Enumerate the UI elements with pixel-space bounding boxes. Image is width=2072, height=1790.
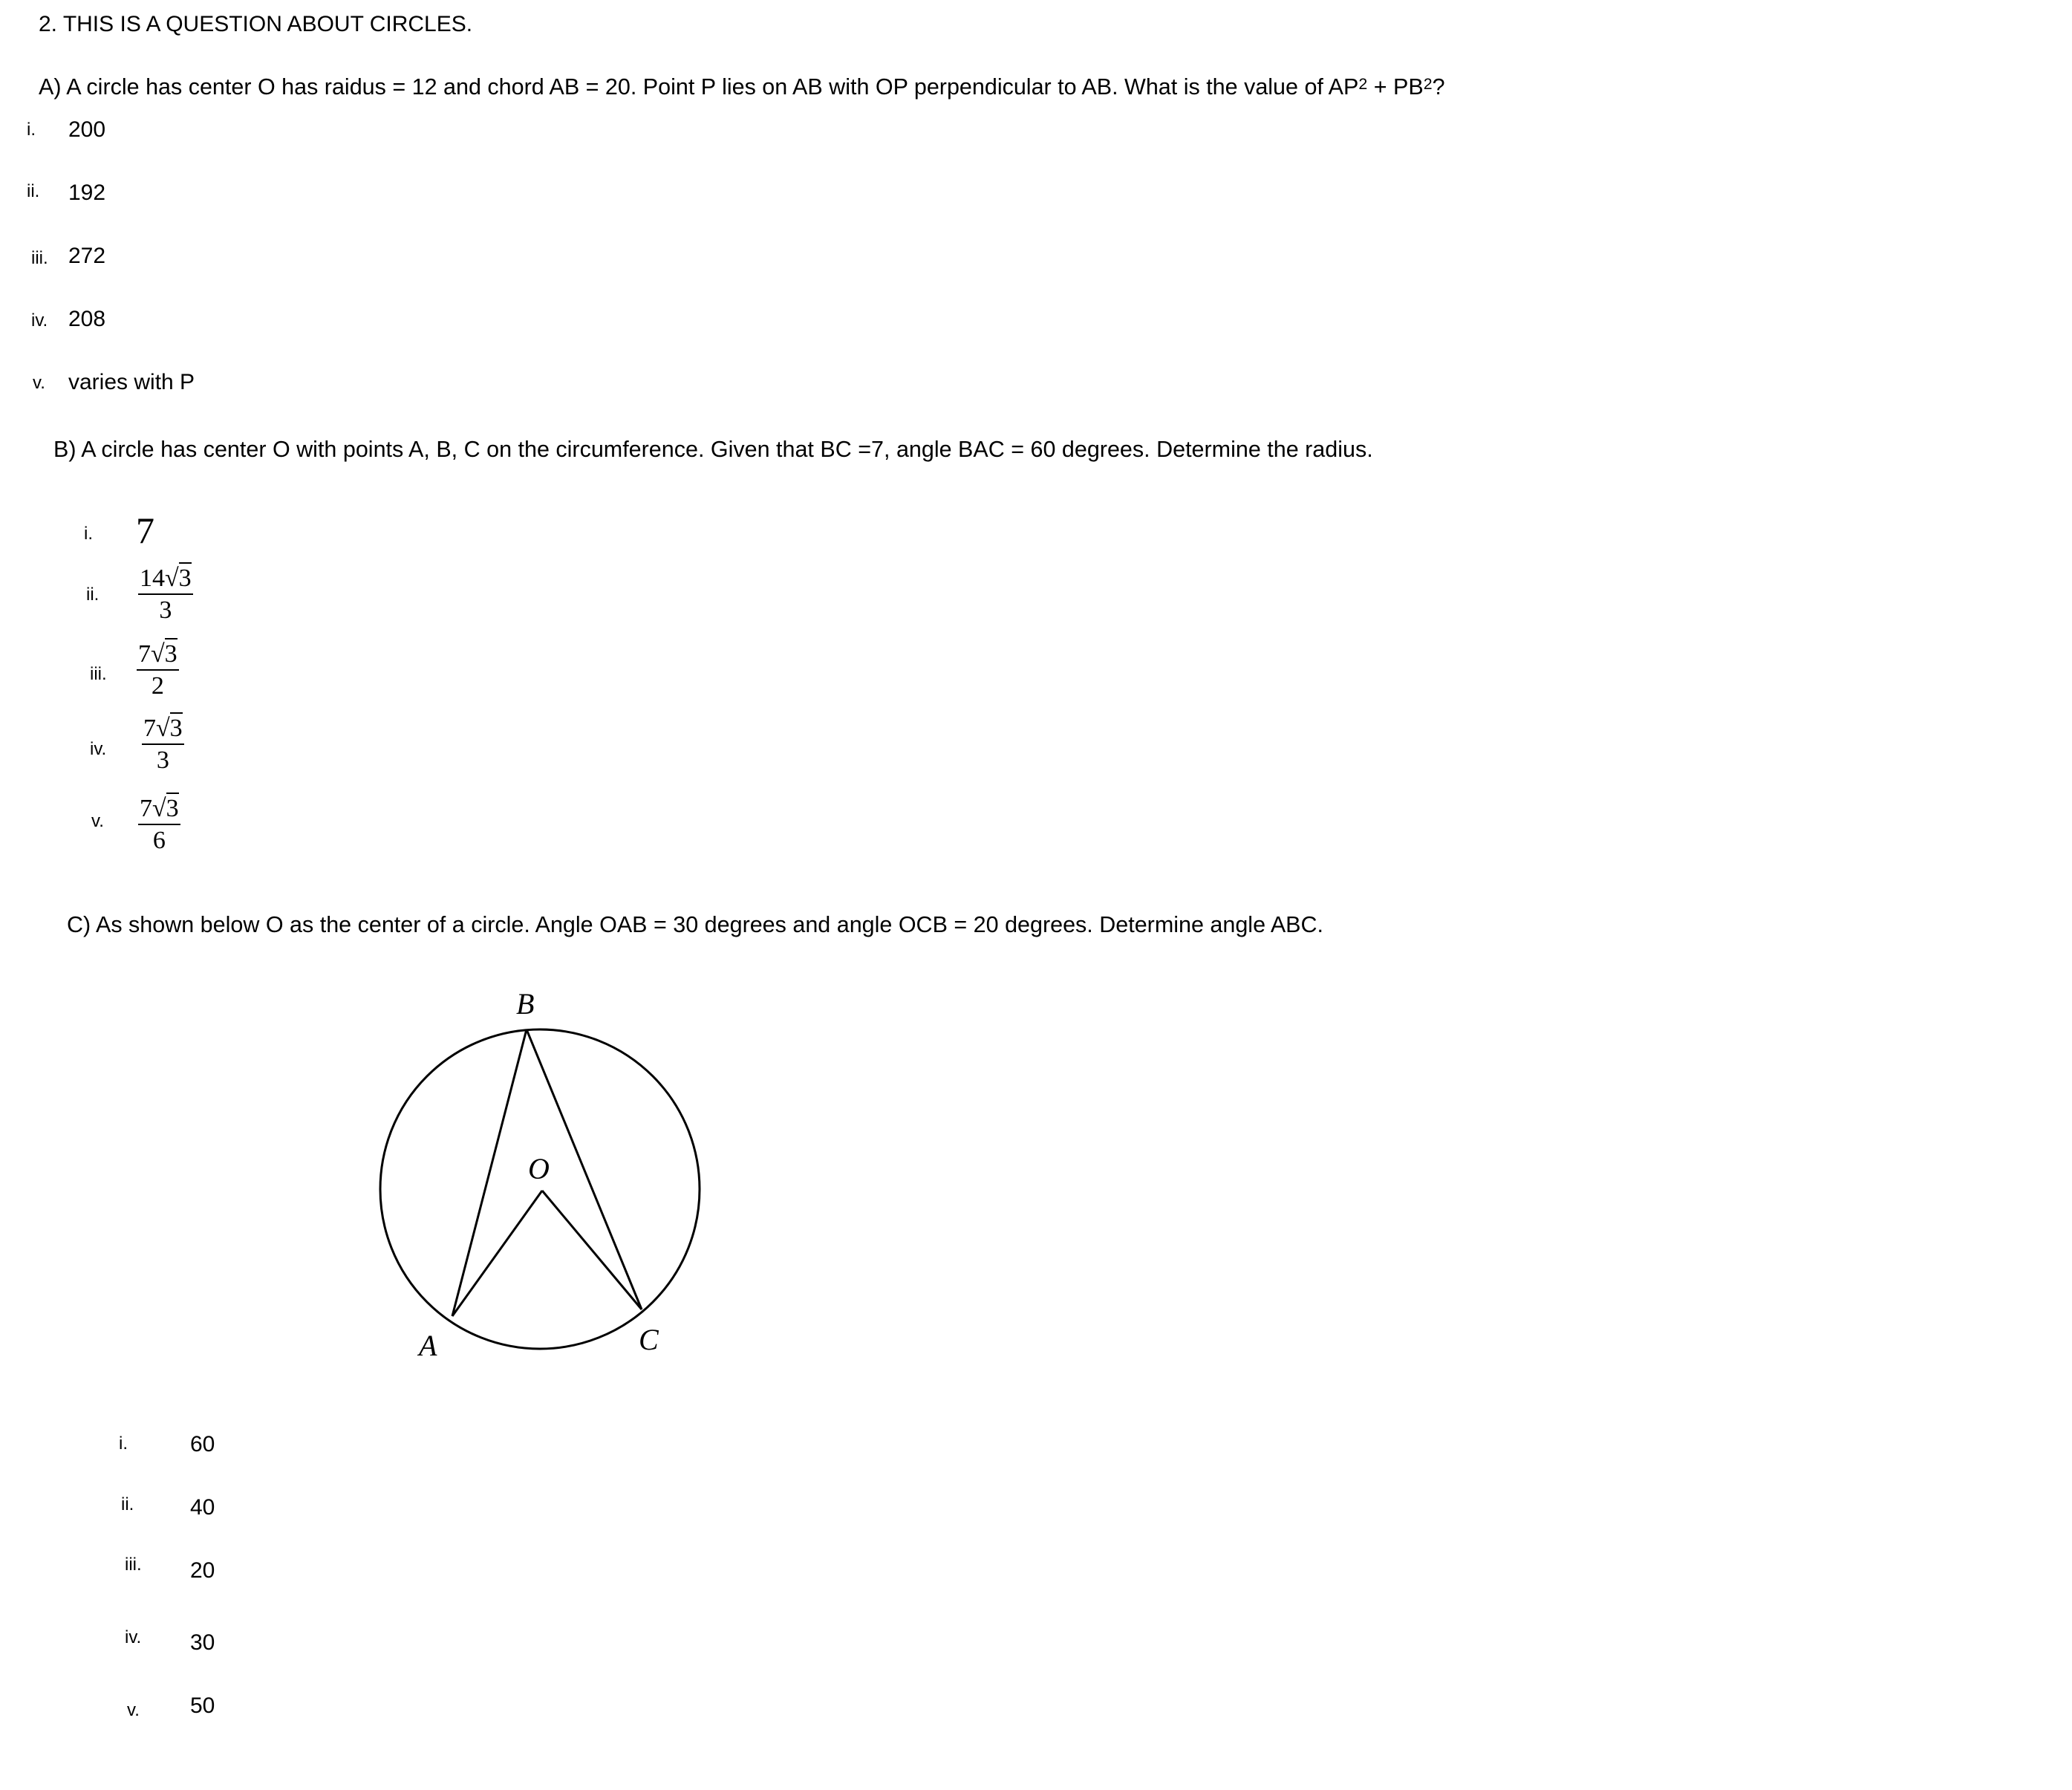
fraction-coefficient: 14 (140, 564, 165, 592)
part-c-option-5-value[interactable]: 50 (190, 1693, 215, 1718)
part-a-question-suffix: ? (1432, 74, 1445, 100)
point-label-a: A (419, 1329, 437, 1362)
part-b-option-2-numeral: ii. (86, 585, 100, 605)
fraction-coefficient: 7 (138, 640, 151, 668)
square-root (165, 566, 192, 591)
part-a-option-1-value[interactable]: 200 (68, 117, 106, 142)
square-root (152, 796, 179, 821)
radical-sign-icon: √ (152, 795, 166, 822)
part-b-option-5-fraction[interactable] (138, 796, 180, 853)
part-a-question (39, 76, 1445, 99)
segment-oc (542, 1191, 642, 1309)
part-c-option-1-value[interactable]: 60 (190, 1432, 215, 1457)
part-a-option-5-value[interactable]: varies with P (68, 370, 195, 394)
circle-diagram (356, 980, 728, 1367)
part-c-option-5-numeral: v. (127, 1700, 140, 1720)
part-c-option-3-numeral: iii. (125, 1555, 142, 1575)
part-b-option-1-numeral: i. (84, 524, 93, 544)
part-a-option-2-value[interactable]: 192 (68, 180, 106, 205)
part-b-question: B) A circle has center O with points A, B, C on the circumference. Given that BC =7, angle BAC = 60 degrees. Determine the radius. (53, 437, 1373, 462)
part-c-option-3-value[interactable]: 20 (190, 1558, 215, 1583)
point-label-c: C (639, 1323, 659, 1356)
fraction-numerator (138, 796, 180, 825)
square-root (156, 716, 183, 741)
part-b-option-1-value[interactable]: 7 (136, 510, 154, 551)
part-b-option-3-fraction[interactable] (137, 642, 179, 699)
fraction-denominator: 3 (156, 746, 169, 774)
circle-outline (380, 1029, 700, 1349)
part-a-question-plus: + PB (1367, 74, 1424, 100)
fraction-coefficient: 7 (143, 715, 156, 742)
fraction-coefficient: 7 (140, 795, 152, 822)
part-c-option-4-numeral: iv. (125, 1627, 142, 1647)
fraction-denominator: 2 (151, 672, 164, 700)
part-a-option-4-value[interactable]: 208 (68, 307, 106, 331)
part-c-option-2-value[interactable]: 40 (190, 1495, 215, 1520)
part-c-option-1-numeral: i. (119, 1433, 128, 1454)
part-a-question-prefix: A) A circle has center O has raidus = 12 and chord AB = 20. Point P lies on AB with OP perpendicular to AB. What is the value of AP (39, 74, 1359, 100)
part-b-option-4-numeral: iv. (90, 739, 107, 759)
part-a-option-5-numeral: v. (33, 373, 45, 393)
part-a-option-2-numeral: ii. (27, 181, 40, 201)
fraction-denominator: 3 (159, 596, 172, 624)
part-a-option-3-numeral: iii. (31, 248, 48, 268)
question-heading: 2. THIS IS A QUESTION ABOUT CIRCLES. (39, 12, 473, 36)
part-a-option-1-numeral: i. (27, 120, 36, 140)
radical-sign-icon: √ (165, 564, 179, 592)
radicand: 3 (165, 638, 177, 668)
fraction-numerator (138, 566, 193, 595)
fraction-denominator: 6 (152, 827, 166, 854)
part-a-option-3-value[interactable]: 272 (68, 244, 106, 268)
point-label-o: O (528, 1152, 550, 1185)
part-c-question: C) As shown below O as the center of a circle. Angle OAB = 30 degrees and angle OCB = 20 degrees. Determine angle ABC. (67, 912, 1324, 937)
part-b-option-3-numeral: iii. (90, 664, 107, 684)
part-a-option-4-numeral: iv. (31, 310, 48, 331)
point-label-b: B (516, 987, 535, 1021)
part-c-option-2-numeral: ii. (121, 1494, 134, 1514)
segment-ab (452, 1029, 527, 1316)
part-a-exponent-1: 2 (1358, 74, 1368, 93)
square-root (151, 642, 177, 667)
part-b-option-4-fraction[interactable] (142, 716, 184, 773)
radical-sign-icon: √ (151, 640, 165, 668)
part-c-option-4-value[interactable]: 30 (190, 1630, 215, 1655)
fraction-numerator (137, 642, 179, 671)
segment-oa (452, 1191, 542, 1316)
radicand: 3 (170, 712, 183, 742)
part-b-option-5-numeral: v. (91, 811, 104, 831)
fraction-numerator (142, 716, 184, 745)
radicand: 3 (166, 793, 179, 822)
part-b-option-2-fraction[interactable] (138, 566, 193, 623)
radical-sign-icon: √ (156, 715, 170, 742)
radicand: 3 (179, 562, 192, 592)
part-a-exponent-2: 2 (1423, 74, 1433, 93)
